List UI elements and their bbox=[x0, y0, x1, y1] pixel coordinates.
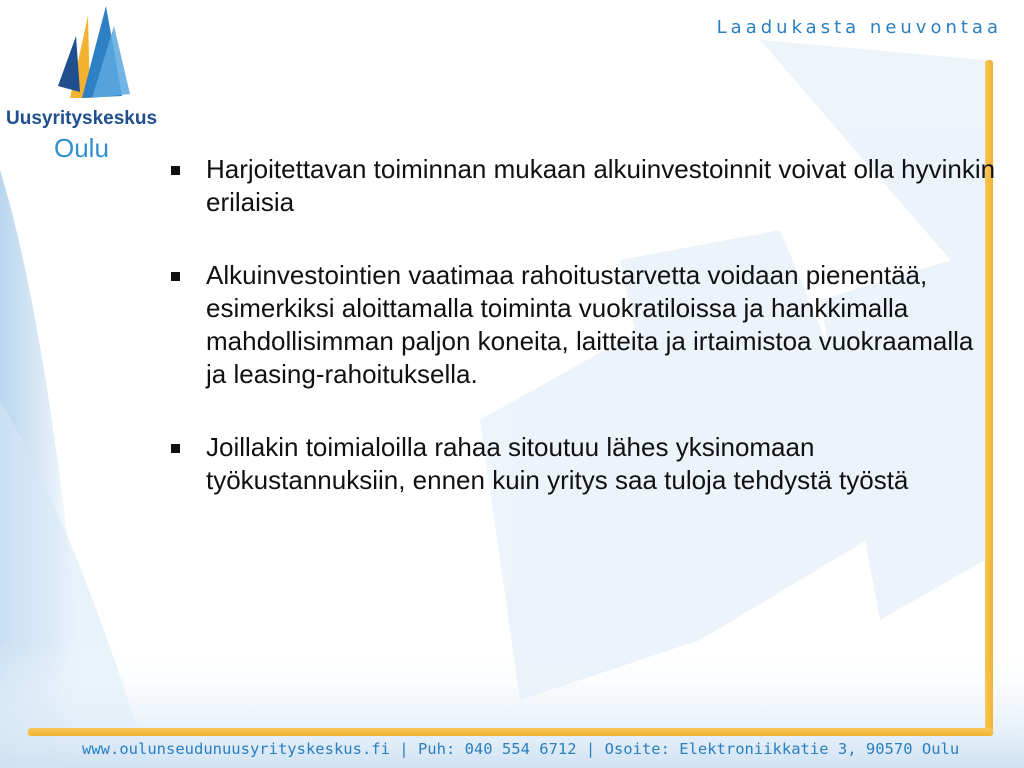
square-bullet-icon bbox=[171, 272, 180, 281]
bullet-text: Alkuinvestointien vaatimaa rahoitustarvetta voidaan pienentää, esimerkiksi aloittamalla toiminta vuokratiloissa ja hankkimalla mahdollisimman paljon koneita, laitteita ja irtaimistoa vuokraamalla ja leasing-rahoituksella. bbox=[206, 260, 974, 389]
brand-logo bbox=[0, 0, 190, 170]
slogan: Laadukasta neuvontaa bbox=[716, 17, 1002, 38]
frame-bottom-bar bbox=[28, 728, 993, 736]
bullet-item bbox=[166, 431, 986, 497]
footer-contact: www.oulunseudunuusyrityskeskus.fi | Puh: 040 554 6712 | Osoite: Elektroniikkatie 3, 90570 Oulu bbox=[82, 740, 960, 758]
logo-city: Oulu bbox=[54, 133, 109, 163]
square-bullet-icon bbox=[171, 166, 180, 175]
bullet-item bbox=[166, 259, 986, 391]
bullet-item bbox=[166, 153, 996, 219]
logo-name: Uusyrityskeskus bbox=[6, 108, 158, 129]
bullet-list bbox=[166, 153, 996, 537]
bullet-text: Harjoitettavan toiminnan mukaan alkuinvestoinnit voivat olla hyvinkin erilaisia bbox=[206, 154, 996, 217]
sailboat-logo-icon bbox=[40, 6, 140, 106]
square-bullet-icon bbox=[171, 444, 180, 453]
bullet-text: Joillakin toimialoilla rahaa sitoutuu lähes yksinomaan työkustannuksiin, ennen kuin yritys saa tuloja tehdystä työstä bbox=[206, 432, 909, 495]
